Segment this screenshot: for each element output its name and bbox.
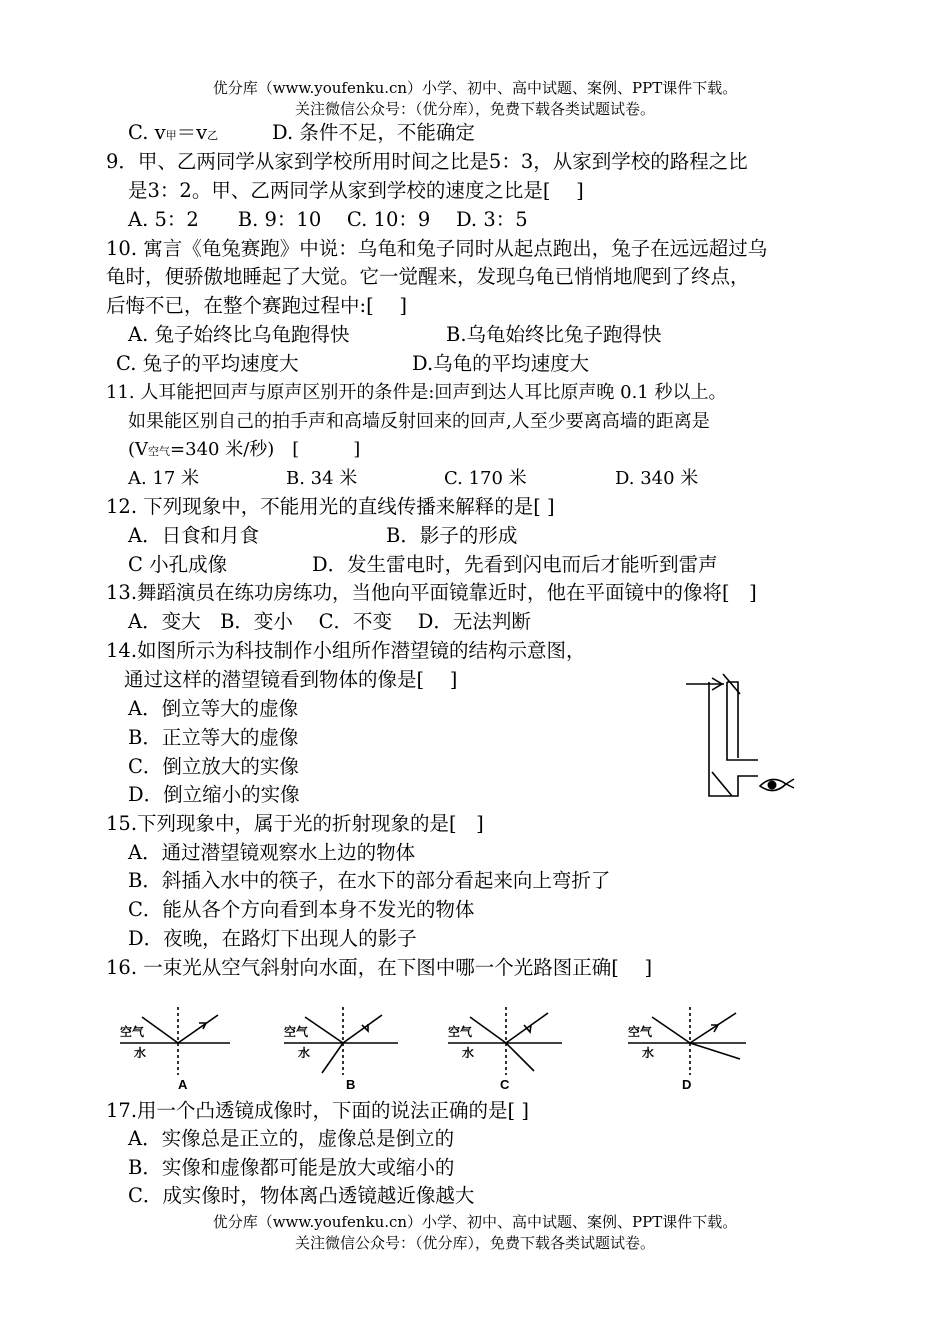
q11-option-d: D. 340 米	[615, 468, 699, 489]
q12-option-d: D．发生雷电时，先看到闪电而后才能听到雷声	[312, 553, 718, 576]
q14-stem-line-1: 14.如图所示为科技制作小组所作潜望镜的结构示意图，	[106, 639, 586, 662]
q12-option-a: A．日食和月食	[128, 524, 260, 547]
periscope-top-wall	[727, 682, 738, 758]
q10-option-c: C. 兔子的平均速度大	[116, 352, 299, 375]
q17-option-b: B．实像和虚像都可能是放大或缩小的	[128, 1156, 455, 1179]
q9-stem-line-1: 9．甲、乙两同学从家到学校所用时间之比是5：3，从家到学校的路程之比	[106, 150, 748, 173]
q10-option-d: D.乌龟的平均速度大	[412, 352, 590, 375]
q8-option-c-mid: ＝v	[176, 121, 208, 144]
q8-option-c-sub2: 乙	[207, 129, 219, 142]
diagram-a-label: A	[178, 1077, 188, 1092]
q11-stem-line-1: 11. 人耳能把回声与原声区别开的条件是:回声到达人耳比原声晚 0.1 秒以上。	[106, 382, 727, 403]
periscope-bottom-mirror	[712, 772, 732, 796]
q12-option-b: B．影子的形成	[386, 524, 518, 547]
q10-stem-line-1: 10. 寓言《龟兔赛跑》中说：乌龟和兔子同时从起点跑出，兔子在远远超过乌	[106, 237, 768, 260]
q14-option-a: A．倒立等大的虚像	[128, 697, 299, 720]
q17-option-a: A．实像总是正立的，虚像总是倒立的	[128, 1127, 455, 1150]
q11-speed-subscript: 空气	[148, 445, 171, 458]
q10-stem-line-3: 后悔不已，在整个赛跑过程中:[ ]	[106, 294, 407, 317]
q11-stem-line-2: 如果能区别自己的拍手声和高墙反射回来的回声,人至少要离高墙的距离是	[128, 411, 710, 432]
q14-option-b: B．正立等大的虚像	[128, 726, 299, 749]
diagram-b-water-label: 水	[298, 1046, 311, 1060]
q15-stem: 15.下列现象中，属于光的折射现象的是[ ]	[106, 812, 484, 835]
diagram-d-label: D	[682, 1077, 692, 1092]
q10-option-a: A. 兔子始终比乌龟跑得快	[128, 323, 350, 346]
q8-option-c-sub1: 甲	[165, 129, 177, 142]
diagram-d-water-label: 水	[642, 1046, 655, 1060]
periscope-inner-wall	[727, 682, 758, 760]
q8-option-d: D. 条件不足，不能确定	[272, 121, 475, 144]
q12-option-c: C 小孔成像	[128, 553, 228, 576]
page-footer-line-2: 关注微信公众号：（优分库），免费下载各类试题试卷。	[294, 1234, 655, 1252]
light-path-diagram-d	[628, 1007, 746, 1075]
q12-stem: 12. 下列现象中，不能用光的直线传播来解释的是[ ]	[106, 495, 555, 518]
diagram-a-water-label: 水	[134, 1046, 147, 1060]
q11-option-b: B. 34 米	[286, 468, 358, 489]
q9-stem-line-2: 是3：2。甲、乙两同学从家到学校的速度之比是[ ]	[128, 179, 584, 202]
q11-speed-value: =340 米/秒) [ ]	[170, 439, 361, 460]
diagram-c-air-label: 空气	[448, 1025, 473, 1039]
q10-option-b: B.乌龟始终比兔子跑得快	[446, 323, 662, 346]
q11-speed-prefix: (V	[128, 439, 149, 460]
q14-option-d: D．倒立缩小的实像	[128, 783, 300, 806]
q15-option-c: C．能从各个方向看到本身不发光的物体	[128, 898, 475, 921]
q15-option-a: A．通过潜望镜观察水上边的物体	[128, 841, 416, 864]
periscope-diagram	[680, 668, 800, 800]
diagram-a-air-label: 空气	[120, 1025, 145, 1039]
light-path-diagram-c	[448, 1007, 562, 1075]
diagram-d-air-label: 空气	[628, 1025, 653, 1039]
diagram-c-water-label: 水	[462, 1046, 475, 1060]
q8-option-c	[128, 120, 218, 149]
light-path-diagram-a	[120, 1007, 230, 1075]
eye-icon	[760, 779, 794, 791]
light-path-diagram-b	[284, 1007, 398, 1075]
q15-option-b: B．斜插入水中的筷子，在水下的部分看起来向上弯折了	[128, 869, 611, 892]
diagram-b-label: B	[346, 1077, 356, 1092]
q14-option-c: C．倒立放大的实像	[128, 755, 299, 778]
diagram-c-label: C	[500, 1077, 510, 1092]
periscope-outer-wall	[709, 682, 758, 796]
q8-option-c-prefix: C. v	[128, 121, 166, 144]
q13-stem: 13.舞蹈演员在练功房练功，当他向平面镜靠近时，他在平面镜中的像将[ ]	[106, 581, 757, 604]
light-path-diagrams	[100, 1005, 800, 1093]
q16-stem: 16. 一束光从空气斜射向水面，在下图中哪一个光路图正确[ ]	[106, 956, 653, 979]
q10-stem-line-2: 龟时，便骄傲地睡起了大觉。它一觉醒来，发现乌龟已悄悄地爬到了终点，	[106, 265, 750, 288]
q17-option-c: C．成实像时，物体离凸透镜越近像越大	[128, 1184, 475, 1207]
q9-options: A. 5：2 B. 9：10 C. 10：9 D. 3：5	[128, 208, 528, 231]
q15-option-d: D．夜晚，在路灯下出现人的影子	[128, 927, 417, 950]
q17-stem: 17.用一个凸透镜成像时，下面的说法正确的是[ ]	[106, 1099, 529, 1122]
q11-option-a: A. 17 米	[128, 468, 200, 489]
page-header-line-1: 优分库（www.youfenku.cn）小学、初中、高中试题、案例、PPT课件下载。	[212, 79, 738, 97]
page-header-line-2: 关注微信公众号：（优分库），免费下载各类试题试卷。	[294, 100, 655, 118]
q13-options: A．变大 B．变小 C．不变 D．无法判断	[128, 610, 531, 633]
q14-stem-line-2: 通过这样的潜望镜看到物体的像是[ ]	[124, 668, 458, 691]
page-footer-line-1: 优分库（www.youfenku.cn）小学、初中、高中试题、案例、PPT课件下载。	[212, 1213, 738, 1231]
q11-stem-line-3	[128, 437, 360, 465]
q11-option-c: C. 170 米	[444, 468, 527, 489]
diagram-b-air-label: 空气	[284, 1025, 309, 1039]
